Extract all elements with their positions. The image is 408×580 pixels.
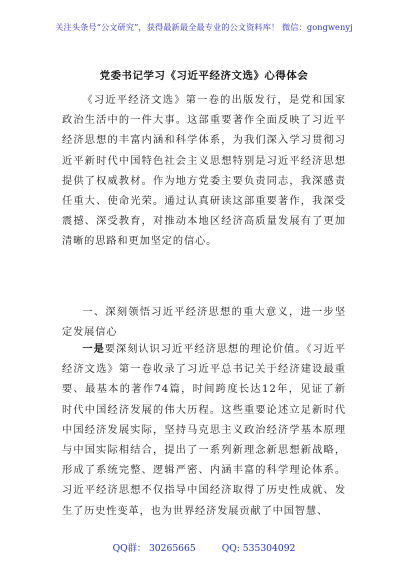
point-lead-label: 一是 bbox=[82, 343, 105, 355]
point-body-text: 要深刻认识习近平经济思想的理论价值。《习近平经济文选》第一卷收录了习近平总书记关于经济建设最重要、最基本的著作74篇，时间跨度长达12年，见证了新时代中国经济发展的伟大历程。这些重要论述立足新时代中国经济发展实际，坚持马克思主义政治经济学基本原理与中国实际相结合，提出了一系列新理念新思想新战略，形成了系统完整、逻辑严密、内涵丰富的科学理论体系。习近平经济思想不仅指导中国经济取得了历史性成就、发生了历史性变革，也为世界经济发展贡献了中国智慧、 bbox=[62, 344, 346, 517]
body-paragraph-intro: 《习近平经济文选》第一卷的出版发行，是党和国家政治生活中的一件大事。这部重要著作全面反映了习近平经济思想的丰富内涵和科学体系，为我们深入学习贯彻习近平新时代中国特色社会主义思想特别是习近平经济思想提供了权威教材。作为地方党委主要负责同志，我深感责任重大、使命光荣。通过认真研读这部重要著作，我深受震撼、深受教育，对推动本地区经济高质量发展有了更加清晰的思路和更加坚定的信心。 bbox=[62, 95, 346, 248]
document-title: 党委书记学习《习近平经济文选》心得体会 bbox=[99, 70, 309, 82]
footer-qq-group: QQ群： 30265665 bbox=[112, 543, 196, 554]
section-heading-1: 一、深刻领悟习近平经济思想的重大意义，进一步坚定发展信心 bbox=[62, 307, 346, 339]
body-paragraph-point-1 bbox=[62, 339, 346, 522]
footer-contact bbox=[0, 540, 408, 554]
footer-qq: QQ: 535304092 bbox=[221, 543, 296, 554]
header-promo-banner: 关注头条号“公文研究”，获得最新最全最专业的公文资料库！ 微信：gongwenyj bbox=[55, 22, 353, 32]
